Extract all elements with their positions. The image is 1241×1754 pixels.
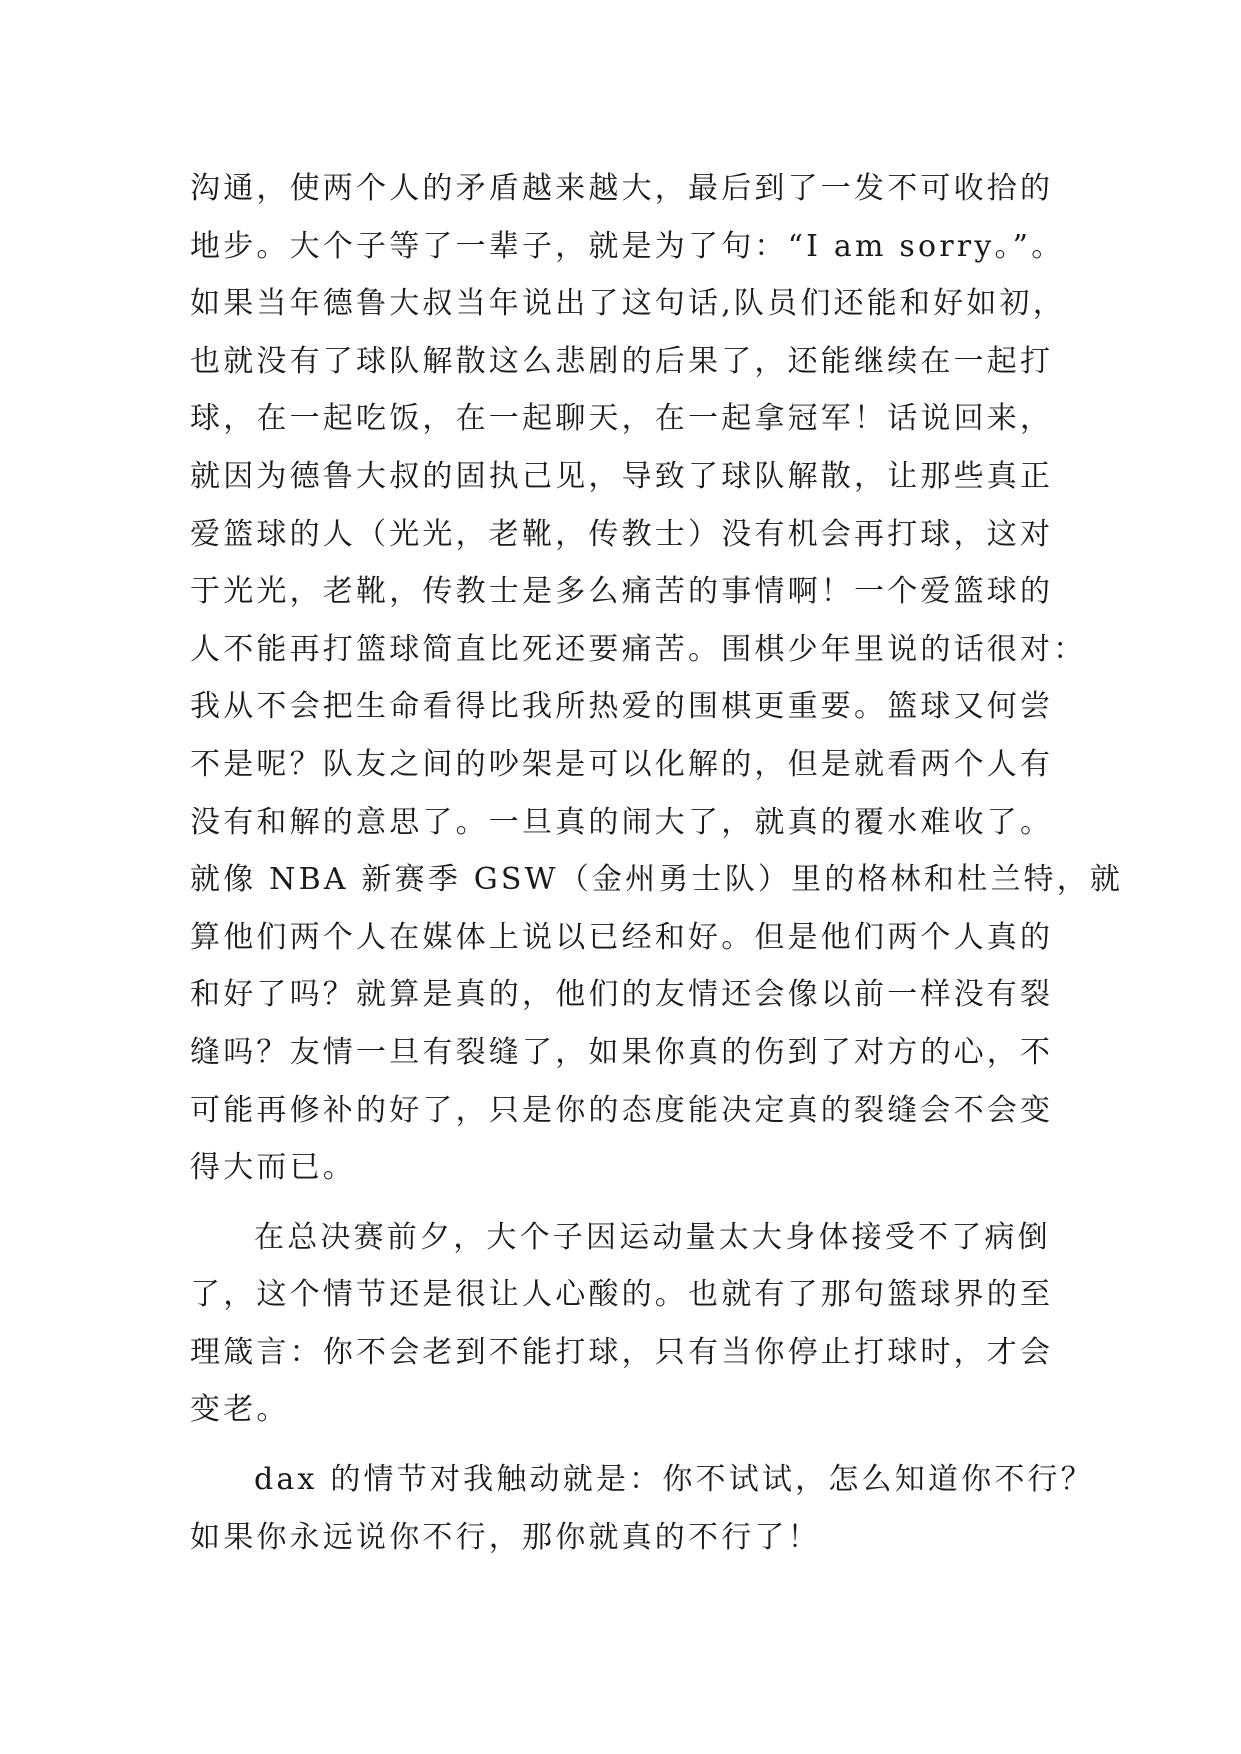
text-line: 不是呢？队友之间的吵架是可以化解的，但是就看两个人有 [190,746,1054,782]
text-line: 缝吗？友情一旦有裂缝了，如果你真的伤到了对方的心，不 [190,1034,1054,1070]
text-line: 如果你永远说你不行，那你就真的不行了！ [190,1519,821,1555]
text-line: 也就没有了球队解散这么悲剧的后果了，还能继续在一起打 [190,343,1054,379]
text-line: 可能再修补的好了，只是你的态度能决定真的裂缝会不会变 [190,1092,1054,1128]
text-line: 和好了吗？就算是真的，他们的友情还会像以前一样没有裂 [190,977,1054,1013]
text-line: 算他们两个人在媒体上说以已经和好。但是他们两个人真的 [190,919,1054,955]
paragraph-gap [190,1439,1070,1451]
text-line: 如果当年德鲁大叔当年说出了这句话,队员们还能和好如初， [190,286,1066,322]
paragraph-first-line: 在总决赛前夕，大个子因运动量太大身体接受不了病倒 [254,1219,1051,1255]
text-line: 沟通，使两个人的矛盾越来越大，最后到了一发不可收拾的 [190,171,1054,206]
paragraph-gap [190,1197,1070,1209]
text-line: 爱篮球的人（光光，老靴，传教士）没有机会再打球，这对 [190,516,1054,552]
text-line: 就因为德鲁大叔的固执己见，导致了球队解散，让那些真正 [190,458,1054,494]
text-line: 于光光，老靴，传教士是多么痛苦的事情啊！一个爱篮球的 [190,574,1054,610]
text-line: 理箴言：你不会老到不能打球，只有当你停止打球时，才会 [190,1334,1054,1370]
text-line: 球，在一起吃饭，在一起聊天，在一起拿冠军！话说回来， [190,401,1054,437]
text-line: 变老。 [190,1392,290,1428]
text-line: 就像 NBA 新赛季 GSW（金州勇士队）里的格林和杜兰特，就 [190,862,1124,898]
paragraph-first-line: dax 的情节对我触动就是：你不试试，怎么知道你不行？ [254,1462,1094,1498]
text-line: 没有和解的意思了。一旦真的闹大了，就真的覆水难收了。 [190,804,1054,840]
text-line: 我从不会把生命看得比我所热爱的围棋更重要。篮球又何尝 [190,689,1054,725]
document-body [190,160,1124,1566]
text-line: 得大而已。 [190,1150,356,1186]
text-line: 人不能再打篮球简直比死还要痛苦。围棋少年里说的话很对： [190,631,1087,667]
text-line: 地步。大个子等了一辈子，就是为了句：“I am sorry。”。 [190,228,1065,264]
text-line: 了，这个情节还是很让人心酸的。也就有了那句篮球界的至 [190,1277,1054,1313]
